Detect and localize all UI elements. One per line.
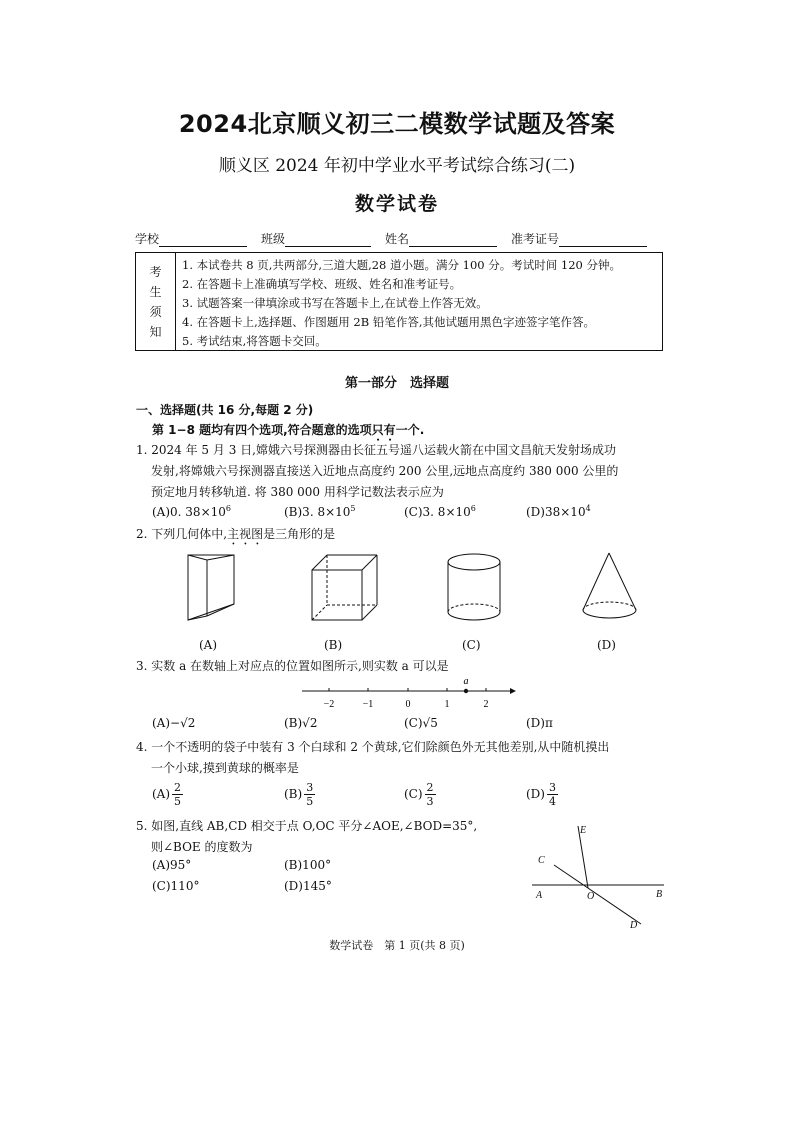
question-3: 3. 实数 a 在数轴上对应点的位置如图所示,则实数 a 可以是 (136, 659, 449, 673)
tick-label: 2 (483, 699, 489, 710)
q2-solids-figure (140, 548, 660, 628)
q2-option-b[interactable]: (B) (324, 638, 343, 652)
school-label: 学校 (135, 232, 160, 246)
point-a-label: a (463, 676, 469, 687)
label-o: O (587, 891, 595, 902)
line-cd (554, 865, 641, 924)
q4-option-c[interactable]: (C) $\frac{2}{3}$ (404, 781, 434, 808)
q1-option-c[interactable]: (C)3. $8\times 10^6$ (404, 504, 476, 519)
q3-option-a[interactable]: (A)−√2 (152, 716, 196, 730)
question-2: 2. 下列几何体中,主视图是三角形的是 (136, 527, 336, 541)
label-c: C (538, 855, 545, 866)
q2-option-c[interactable]: (C) (462, 638, 481, 652)
notice-item: 3. 试题答案一律填涂或书写在答题卡上,在试卷上作答无效。 (182, 296, 488, 310)
q4-option-a[interactable]: (A) $\frac{2}{5}$ (152, 781, 182, 808)
notice-list (182, 256, 621, 351)
main-title: 2024北京顺义初三二模数学试题及答案 (178, 110, 616, 138)
label-d: D (630, 920, 638, 931)
label-a: A (536, 890, 543, 901)
section-instruction: 第 1−8 题均有四个选项,符合题意的选项只有一个. (152, 423, 425, 437)
triangular-prism-shape (188, 555, 234, 620)
notice-item: 5. 考试结束,将答题卡交回。 (182, 334, 327, 348)
cone-shape (583, 553, 636, 618)
notice-item: 2. 在答题卡上准确填写学校、班级、姓名和准考证号。 (182, 277, 462, 291)
point-a-marker (464, 689, 468, 693)
page-footer: 数学试卷 第 1 页(共 8 页) (329, 939, 465, 952)
label-e: E (580, 825, 587, 836)
name-label: 姓名 (385, 232, 410, 246)
q3-option-c[interactable]: (C)√5 (404, 716, 438, 730)
number-line (296, 672, 520, 714)
notice-item: 1. 本试卷共 8 页,共两部分,三道大题,28 道小题。满分 100 分。考试时间 120 分钟。 (182, 258, 622, 272)
exam-id-label: 准考证号 (511, 232, 560, 246)
class-label: 班级 (261, 232, 286, 246)
q5-option-c[interactable]: (C)110° (152, 879, 200, 893)
school-field[interactable] (135, 230, 247, 247)
q2-option-d[interactable]: (D) (597, 638, 616, 652)
q3-option-d[interactable]: (D)π (526, 716, 553, 730)
tick-label: −1 (362, 699, 374, 710)
sub-title: 顺义区 2024 年初中学业水平考试综合练习(二) (218, 156, 576, 176)
question-5: 5. 如图,直线 AB,CD 相交于点 O,OC 平分∠AOE,∠BOD=35°, 则∠BOE 的度数为 (136, 819, 478, 854)
notice-box (135, 252, 663, 351)
q4-option-d[interactable]: (D) $\frac{3}{4}$ (526, 781, 556, 808)
q5-option-b[interactable]: (B)100° (284, 858, 332, 872)
q5-option-a[interactable]: (A)95° (152, 858, 192, 872)
paper-title: 数学试卷 (354, 193, 439, 215)
q3-option-b[interactable]: (B)√2 (284, 716, 318, 730)
q4-option-b[interactable]: (B) $\frac{3}{5}$ (284, 781, 314, 808)
exam-id-field[interactable] (511, 230, 647, 247)
q2-option-a[interactable]: (A) (199, 638, 218, 652)
section-title: 第一部分 选择题 (344, 376, 449, 391)
tick-label: 0 (405, 699, 411, 710)
q1-option-d[interactable]: $(D)38\times 10^4$ (526, 504, 591, 519)
tick-label: −2 (323, 699, 335, 710)
info-row (135, 230, 665, 247)
q1-option-b[interactable]: (B)3. $8\times 10^5$ (284, 504, 356, 519)
question-1: 1. 2024 年 5 月 3 日,嫦娥六号探测器由长征五号遥八运载火箭在中国文昌航天发射场成功 发射,将嫦娥六号探测器直接送入近地点高度约 200 公里,远地点高度约 380 000 公里的 预定地月转移轨道. 将 380 000 用科学记数法表示应为 (136, 443, 619, 499)
q1-option-a[interactable]: (A)0. $38\times 10^6$ (152, 504, 231, 519)
cylinder-shape (448, 554, 500, 620)
name-field[interactable] (385, 230, 497, 247)
notice-item: 4. 在答题卡上,选择题、作图题用 2B 铅笔作答,其他试题用黑色字迹签字笔作答。 (182, 315, 596, 329)
q5-option-d[interactable]: (D)145° (284, 879, 332, 893)
notice-label: 考 生 须 知 (136, 253, 176, 350)
section-heading: 一、选择题(共 16 分,每题 2 分) (136, 403, 314, 417)
q5-angle-figure (528, 818, 668, 934)
cube-shape (312, 555, 377, 620)
label-b: B (656, 889, 663, 900)
question-4: 4. 一个不透明的袋子中装有 3 个白球和 2 个黄球,它们除颜色外无其他差别,从中随机摸出 一个小球,摸到黄球的概率是 (136, 740, 610, 775)
class-field[interactable] (261, 230, 371, 247)
tick-label: 1 (444, 699, 450, 710)
